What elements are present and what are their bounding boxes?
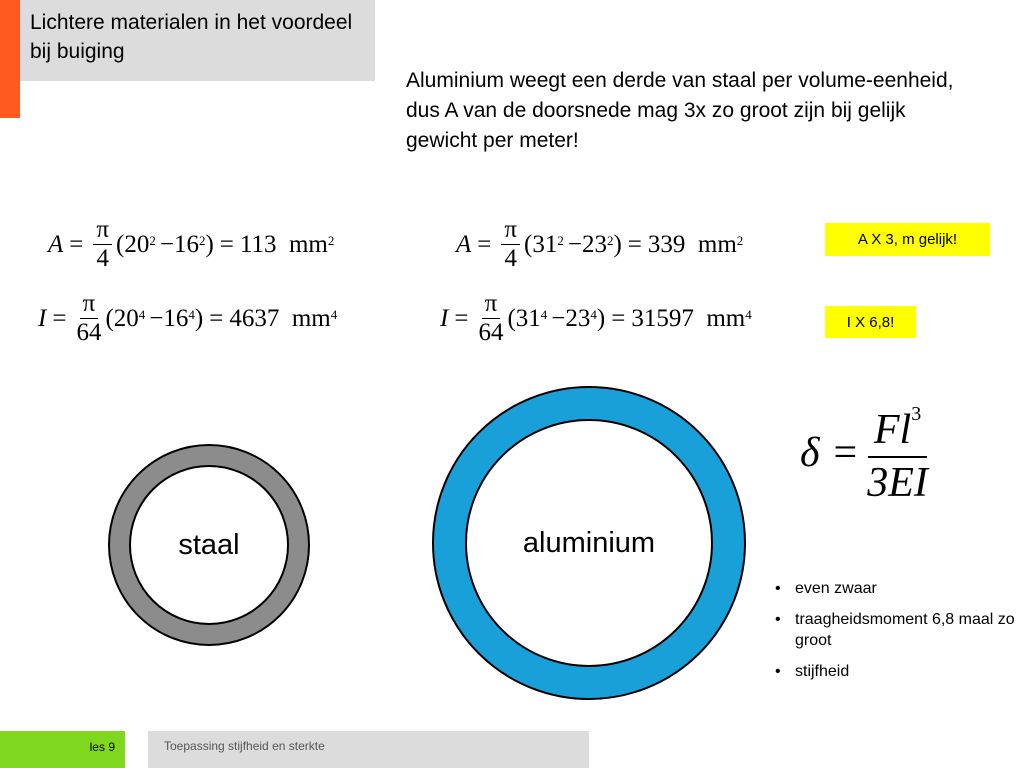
deflection-denominator: 3EI	[867, 460, 928, 506]
steel-label: staal	[178, 528, 240, 561]
formula-exponent: 4	[138, 306, 146, 322]
title-box	[20, 0, 375, 81]
formula-lhs: A	[48, 230, 64, 258]
formula-lhs: I	[440, 304, 449, 332]
formula-staal-inertia: I = $\frac{\pi}{64}$ (20 $^4$ −16 $^4$ ) = 4637 mm $^4$	[38, 290, 338, 346]
aluminium-tube	[432, 386, 746, 700]
formula-result: 113 mm	[239, 230, 328, 258]
footer-topic-label: Toepassing stijfheid en sterkte	[164, 739, 325, 753]
formula-unit-exponent: 2	[736, 232, 744, 248]
list-item: • traagheidsmoment 6,8 maal zo groot	[775, 609, 1015, 651]
formula-exponent: 4	[188, 306, 195, 322]
deflection-exponent: 3	[911, 403, 922, 425]
formula-term: −16	[159, 230, 199, 258]
footer-lesson	[0, 731, 125, 768]
accent-bar	[0, 0, 20, 118]
formula-term: (31	[524, 230, 558, 258]
formula-exponent: 2	[606, 232, 614, 248]
steel-tube	[108, 444, 310, 646]
footer-lesson-label: les 9	[89, 740, 115, 754]
formula-term: )	[596, 304, 606, 332]
formula-numerator: π	[501, 216, 520, 245]
formula-term: (20	[116, 230, 150, 258]
formula-numerator: π	[482, 290, 501, 319]
footer-topic	[148, 731, 589, 768]
slide-title: Lichtere materialen in het voordeel bij buiging	[30, 11, 353, 63]
formula-result: 4637 mm	[229, 304, 331, 332]
formula-denominator: 4	[96, 245, 109, 272]
formula-term: (20	[105, 304, 139, 332]
formula-numerator: π	[93, 216, 112, 245]
bullet-list	[775, 578, 1015, 692]
formula-term: )	[205, 230, 214, 258]
formula-exponent: 4	[540, 306, 548, 322]
formula-term: −23	[567, 230, 607, 258]
formula-exponent: 2	[557, 232, 564, 248]
badge-inertia: I X 6,8!	[825, 306, 916, 338]
formula-denominator: 64	[76, 319, 102, 346]
formula-lhs: I	[38, 304, 47, 332]
deflection-symbol: δ	[800, 430, 820, 476]
deflection-numerator: Fl	[873, 407, 912, 453]
formula-denominator: 4	[504, 245, 517, 272]
formula-denominator: 64	[478, 319, 504, 346]
formula-exponent: 2	[149, 232, 156, 248]
formula-staal-area: A = $\frac{\pi}{4}$ (20 $^2$ −16 $^2$ ) = 113 mm $^2$	[48, 216, 335, 272]
deflection-formula: δ = $\frac{Fl^3}{3EI}$	[800, 398, 928, 508]
intro-text: Aluminium weegt een derde van staal per volume-eenheid, dus A van de doorsnede mag 3x zo groot zijn bij gelijk gewicht per meter!	[406, 69, 954, 152]
formula-term: )	[194, 304, 204, 332]
formula-term: −16	[149, 304, 189, 332]
list-item: • stijfheid	[775, 661, 1015, 682]
formula-alu-inertia: I = $\frac{\pi}{64}$ (31 $^4$ −23 $^4$ ) = 31597 mm $^4$	[440, 290, 752, 346]
badge-area: A X 3, m gelijk!	[825, 223, 990, 256]
aluminium-label: aluminium	[522, 526, 656, 559]
formula-term: (31	[507, 304, 541, 332]
formula-lhs: A	[456, 230, 472, 258]
formula-numerator: π	[80, 290, 99, 319]
formula-exponent: 4	[590, 306, 597, 322]
formula-term: −23	[551, 304, 591, 332]
formula-unit-exponent: 4	[745, 306, 752, 322]
formula-alu-area: A = $\frac{\pi}{4}$ (31 $^2$ −23 $^2$ ) = 339 mm $^2$	[456, 216, 744, 272]
formula-unit-exponent: 4	[330, 306, 338, 322]
list-item: • even zwaar	[775, 578, 1015, 599]
formula-term: )	[613, 230, 622, 258]
formula-unit-exponent: 2	[327, 232, 335, 248]
formula-result: 31597 mm	[631, 304, 746, 332]
formula-exponent: 2	[198, 232, 206, 248]
formula-result: 339 mm	[647, 230, 737, 258]
